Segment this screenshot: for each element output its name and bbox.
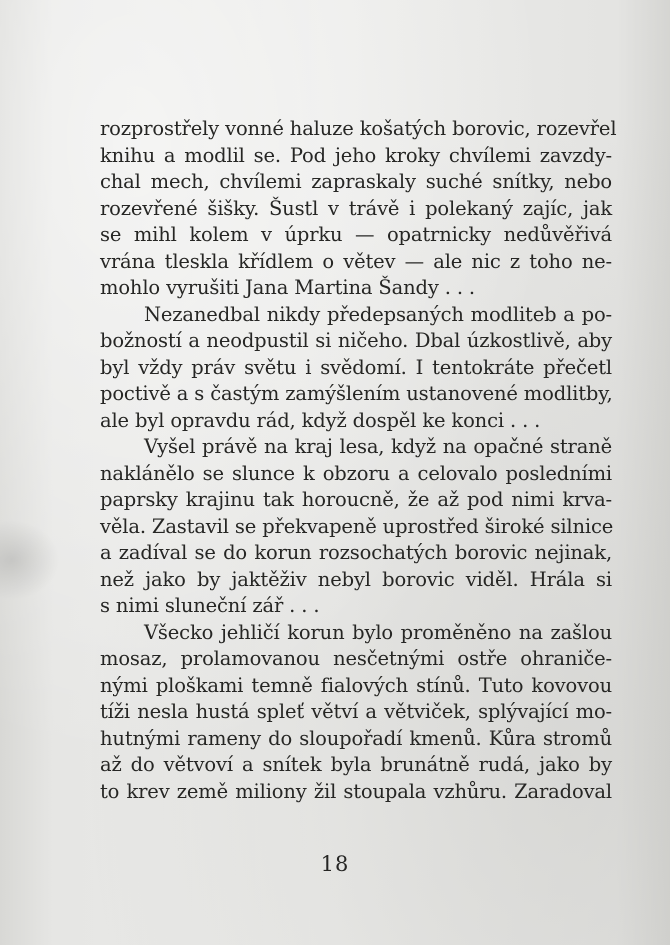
text-line: věla. Zastavil se překvapeně uprostřed široké silnice xyxy=(100,514,614,538)
text-line: rozevřené šišky. Šustl v trávě i polekaný zajíc, jak xyxy=(100,196,612,220)
text-line: chal mech, chvílemi zapraskaly suché snítky, nebo xyxy=(100,170,612,193)
text-line: hutnými rameny do sloupořadí kmenů. Kůra stromů xyxy=(100,726,612,750)
text-line: Vyšel právě na kraj lesa, když na opačné straně xyxy=(144,435,612,458)
text-line: mosaz, prolamovanou nesčetnými ostře ohraniče- xyxy=(100,647,612,670)
text-line: než jako by jaktěživ nebyl borovic viděl. Hrála si xyxy=(100,567,612,591)
text-line: to krev země miliony žil stoupala vzhůru. Zaradoval xyxy=(100,779,612,803)
text-line: tíži nesla hustá spleť větví a větviček, splývající mo- xyxy=(100,700,612,723)
text-line: Všecko jehličí korun bylo proměněno na zašlou xyxy=(144,620,612,644)
text-line: s nimi sluneční zář . . . xyxy=(100,594,320,617)
text-line: mohlo vyrušiti Jana Martina Šandy . . . xyxy=(100,276,475,299)
text-line: paprsky krajinu tak horoucně, že až pod nimi krva- xyxy=(100,488,612,511)
text-line: božností a neodpustil si ničeho. Dbal úzkostlivě, aby xyxy=(100,329,612,352)
text-line: Nezanedbal nikdy předepsaných modliteb a po- xyxy=(144,302,612,326)
text-line: ale byl opravdu rád, když dospěl ke konci . . . xyxy=(100,408,541,432)
text-line: až do větvoví a snítek byla brunátně rudá, jako by xyxy=(100,753,612,776)
body-text xyxy=(100,116,617,805)
text-line: vrána tleskla křídlem o větev — ale nic z toho ne- xyxy=(100,249,612,273)
page-number: 18 xyxy=(320,852,350,876)
text-line: nými ploškami temně fialových stínů. Tuto kovovou xyxy=(100,673,612,697)
text-line: byl vždy práv světu i svědomí. I tentokráte přečetl xyxy=(100,355,612,379)
text-line: rozprostřely vonné haluze košatých borovic, rozevřel xyxy=(100,117,617,140)
text-line: se mihl kolem v úprku — opatrnicky nedůvěřivá xyxy=(100,223,612,246)
text-line: a zadíval se do korun rozsochatých borovic nejinak, xyxy=(100,541,612,564)
text-line: knihu a modlil se. Pod jeho kroky chvílemi zavzdy- xyxy=(100,143,612,167)
text-line: naklánělo se slunce k obzoru a celovalo posledními xyxy=(100,461,612,485)
text-line: poctivě a s častým zamýšlením ustanovené modlitby, xyxy=(100,382,613,405)
paper-stain xyxy=(0,520,60,600)
